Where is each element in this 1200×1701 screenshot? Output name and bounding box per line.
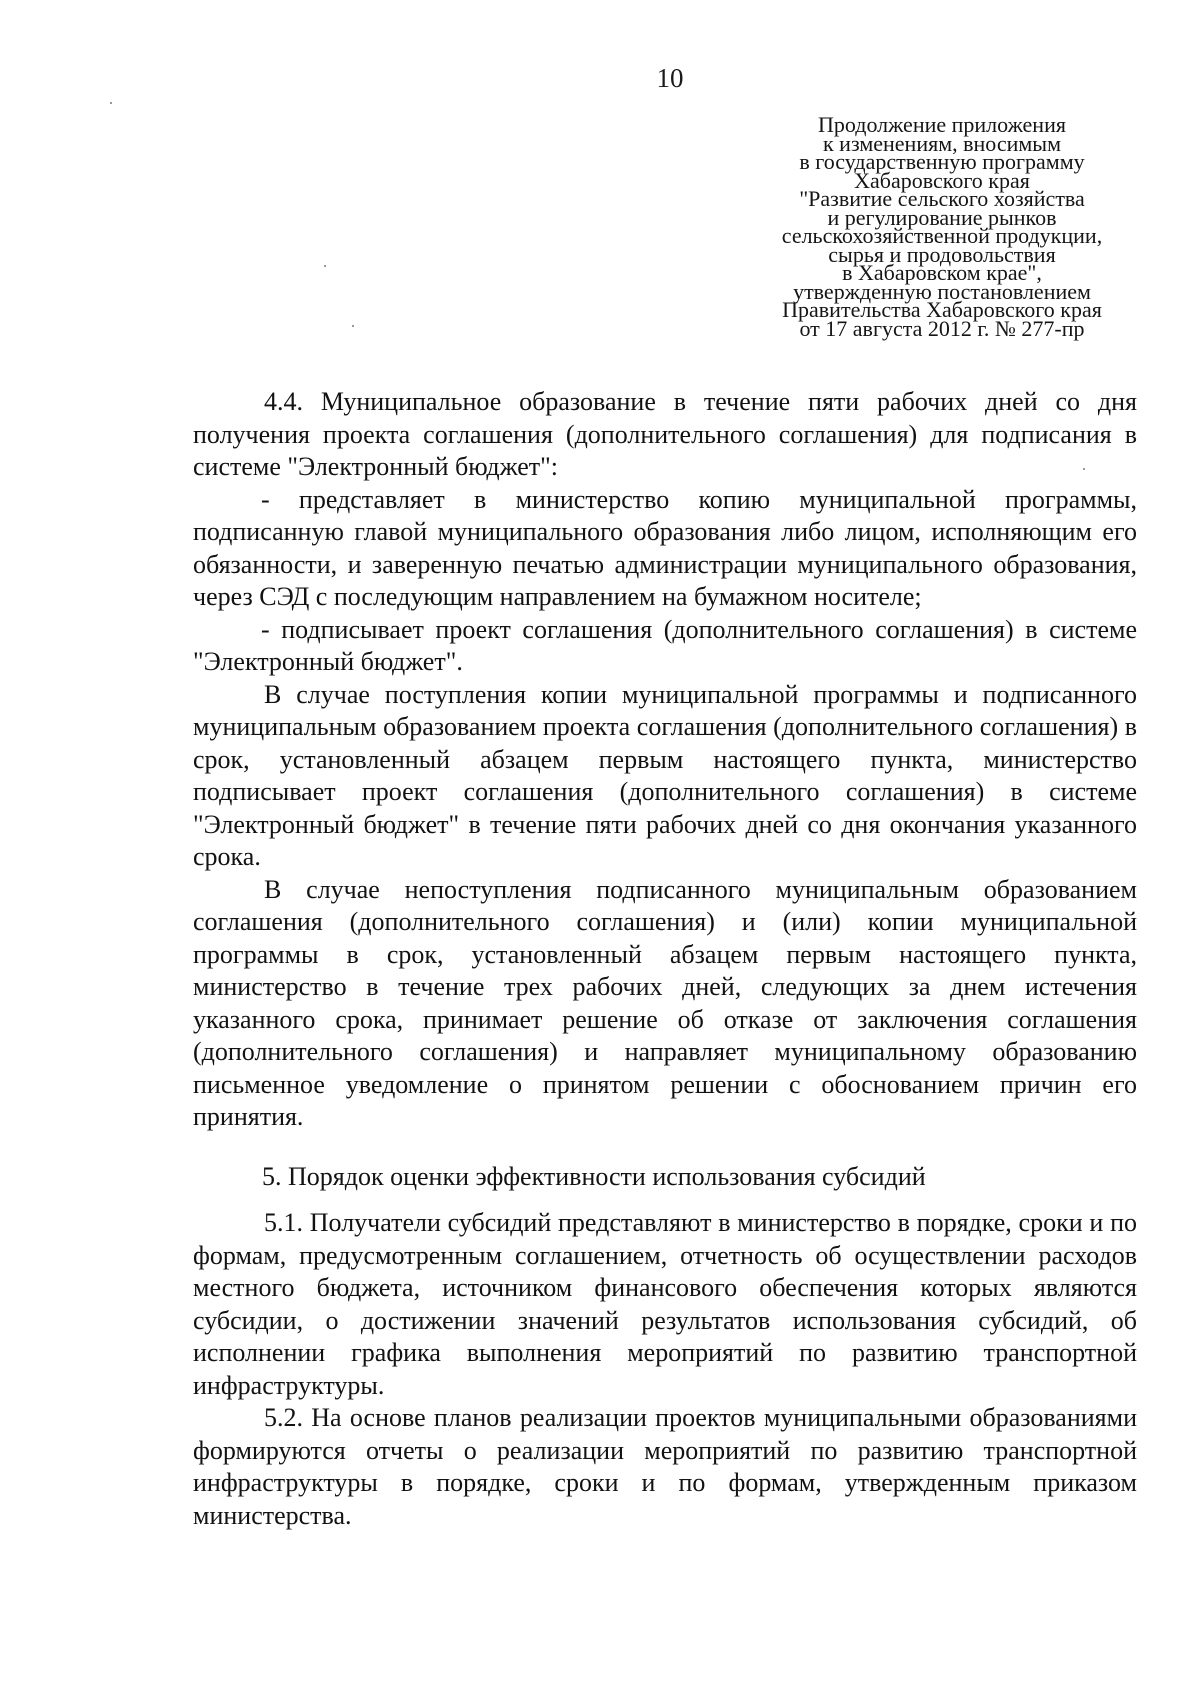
header-line: сырья и продовольствия xyxy=(828,241,1056,267)
header-line: Продолжение приложения xyxy=(818,112,1066,137)
paragraph-5-2: 5.2. На основе планов реализации проектов муниципальными образованиями формируются отчеты о реализации мероприятий по развитию транспортной инфраструктуры в порядке, сроки и по формам, утвержденным приказом министерства. xyxy=(193,1403,1137,1530)
section-5-heading: 5. Порядок оценки эффективности использования субсидий xyxy=(262,1161,926,1191)
paragraph-4-4-item-1: - представляет в министерство копию муниципальной программы, подписанную главой муниципального образования либо лицом, исполняющим его обязанности, и заверенную печатью администрации муниципального образования, через СЭД с последующим направлением на бумажном носителе; xyxy=(193,484,1137,611)
scan-speck xyxy=(110,102,112,104)
header-line: "Развитие сельского хозяйства xyxy=(799,186,1085,211)
paragraph-nonreceipt-case: В случае непоступления подписанного муниципальным образованием соглашения (дополнительного соглашения) и (или) копии муниципальной программы в срок, установленный абзацем первым настоящего пункта, министерство в течение трех рабочих дней, следующих за днем истечения указанного срока, принимает решение об отказе от заключения соглашения (дополнительного соглашения) и направляет муниципальному образованию письменное уведомление о принятом решении с обоснованием причин его принятия. xyxy=(193,874,1137,1131)
header-line: сельскохозяйственной продукции, xyxy=(781,223,1103,248)
scan-speck xyxy=(352,325,354,327)
paragraph-4-4-intro: 4.4. Муниципальное образование в течение пяти рабочих дней со дня получения проекта соглашения (дополнительного соглашения) для подписания в системе "Электронный бюджет": xyxy=(193,387,1137,481)
paragraph-4-4-item-2: - подписывает проект соглашения (дополнительного соглашения) в системе "Электронный бюджет". xyxy=(193,614,1137,676)
header-line: в Хабаровском крае", xyxy=(842,260,1042,285)
appendix-header xyxy=(762,112,1122,341)
header-line: к изменениям, вносимым xyxy=(822,130,1062,156)
page-number: 10 xyxy=(656,63,684,93)
paragraph-receipt-case: В случае поступления копии муниципальной программы и подписанного муниципальным образованием проекта соглашения (дополнительного соглашения) в срок, установленный абзацем первым настоящего пункта, министерство подписывает проект соглашения (дополнительного соглашения) в системе "Электронный бюджет" в течение пяти рабочих дней со дня окончания указанного срока. xyxy=(193,679,1137,871)
header-line: Хабаровского края xyxy=(854,167,1030,193)
paragraph-5-1: 5.1. Получатели субсидий представляют в министерство в порядке, сроки и по формам, предусмотренным соглашением, отчетность об осуществлении расходов местного бюджета, источником финансового обеспечения которых являются субсидии, о достижении значений результатов использования субсидий, об исполнении графика выполнения мероприятий по развитию транспортной инфраструктуры. xyxy=(193,1208,1137,1400)
scan-speck xyxy=(324,265,326,267)
document-body xyxy=(193,386,1137,1532)
scan-speck xyxy=(1083,468,1085,470)
header-line: и регулирование рынков xyxy=(827,204,1057,230)
header-line: утвержденную постановлением xyxy=(793,278,1091,304)
header-line: Правительства Хабаровского края xyxy=(782,297,1102,322)
header-line: от 17 августа 2012 г. № 277-пр xyxy=(799,315,1085,341)
header-line: в государственную программу xyxy=(799,149,1085,174)
